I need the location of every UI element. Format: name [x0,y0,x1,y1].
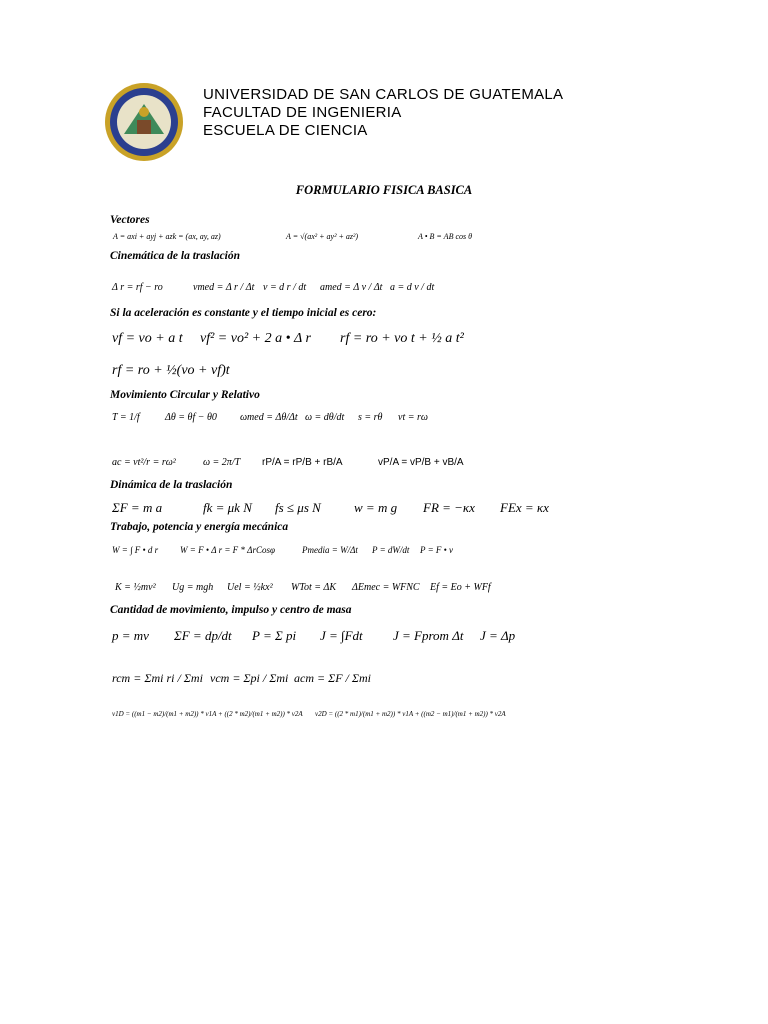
formula-kinetic-friction: fk = μk N [203,500,252,515]
formula-weight: w = m g [354,500,398,515]
formula-period: T = 1/f [112,412,140,423]
formula-acceleration: a = d v / dt [390,282,435,293]
university-seal [104,82,184,162]
formula-position: rf = ro + vo t + ½ a t² [340,331,464,346]
formula-work-energy: WTot = ΔK [291,582,337,593]
formula-impulse-integral: J = ∫Fdt [320,628,363,643]
formula-power: P = dW/dt [372,545,410,555]
formula-newton-second: ΣF = m a [112,500,163,515]
formula-center-mass-acceleration: acm = ΣF / Σmi [294,671,372,685]
formula-avg-angular-velocity: ωmed = Δθ/Δt [240,412,298,423]
formula-angular-displacement: Δθ = θf − θ0 [165,412,217,423]
formula-mechanical-energy: ΔEmec = WFNC [352,582,420,593]
formula-centripetal: ac = vt²/r = rω² [112,457,176,468]
formula-vector-components: A = axi + ayj + azk = (ax, ay, az) [113,232,221,241]
section-cantidad: Cantidad de movimiento, impulso y centro de masa [110,604,352,616]
formula-relative-velocity: vP/A = vP/B + vB/A [378,457,464,468]
section-aceleracion: Si la aceleración es constante y el tiempo inicial es cero: [110,307,377,319]
formula-power-velocity: P = F • v [420,545,454,555]
formula-collision-v2: v2D = ((2 * m1)/(m1 + m2)) * v1A + ((m2 − m1)/(m1 + m2)) * v2A [315,710,506,718]
formula-center-mass-velocity: vcm = Σpi / Σmi [210,671,289,685]
formula-arc-length: s = rθ [358,412,383,423]
formula-velocity: v = d r / dt [263,282,307,293]
document-title: FORMULARIO FISICA BASICA [295,183,473,197]
formula-final-energy: Ef = Eo + WFf [430,582,491,593]
formula-work-integral: W = ∫ F • d r [112,545,159,555]
formula-static-friction: fs ≤ μs N [275,500,321,515]
section-cinematica: Cinemática de la traslación [110,250,241,262]
formula-force-momentum: ΣF = dp/dt [174,628,232,643]
section-vectores: Vectores [110,214,150,226]
formula-omega-period: ω = 2π/T [203,457,241,468]
formula-avg-velocity: vmed = Δ r / Δt [193,282,255,293]
formula-kinetic-energy: K = ½mv² [115,582,156,593]
formula-external-force: FEx = κx [500,500,549,515]
formula-position-avg: rf = ro + ½(vo + vf)t [112,363,230,378]
formula-impulse-momentum: J = Δp [480,628,516,643]
formula-displacement: Δ r = rf − ro [112,282,163,293]
formula-relative-position: rP/A = rP/B + rB/A [262,457,343,468]
section-trabajo: Trabajo, potencia y energía mecánica [110,521,289,533]
formula-avg-acceleration: amed = Δ v / Δt [320,282,383,293]
formula-dot-product: A • B = AB cos θ [418,232,473,241]
formula-impulse-average: J = Fprom Δt [393,628,464,643]
formula-momentum: p = mv [112,628,149,643]
formula-angular-velocity: ω = dθ/dt [305,412,345,423]
school-name: ESCUELA DE CIENCIA [203,122,368,139]
formula-elastic-energy: Uel = ½kx² [227,582,273,593]
formula-work-constant: W = F • Δ r = F * ΔrCosφ [180,545,275,555]
formula-collision-v1: v1D = ((m1 − m2)/(m1 + m2)) * v1A + ((2 * m2)/(m1 + m2)) * v2A [112,710,303,718]
faculty-name: FACULTAD DE INGENIERIA [203,104,402,121]
section-circular: Movimiento Circular y Relativo [110,389,260,401]
formula-center-mass-position: rcm = Σmi ri / Σmi [112,671,203,685]
formula-vector-magnitude: A = √(ax² + ay² + az²) [286,232,359,241]
section-dinamica: Dinámica de la traslación [110,479,233,491]
formula-gravitational-energy: Ug = mgh [172,582,214,593]
formula-restoring-force: FR = −κx [423,500,475,515]
formula-final-velocity: vf = vo + a t [112,331,183,346]
formula-velocity-squared: vf² = vo² + 2 a • Δ r [200,331,311,346]
formula-tangential-velocity: vt = rω [398,412,428,423]
university-name: UNIVERSIDAD DE SAN CARLOS DE GUATEMALA [203,86,564,103]
formula-total-momentum: P = Σ pi [252,628,297,643]
formula-avg-power: Pmedia = W/Δt [302,545,358,555]
